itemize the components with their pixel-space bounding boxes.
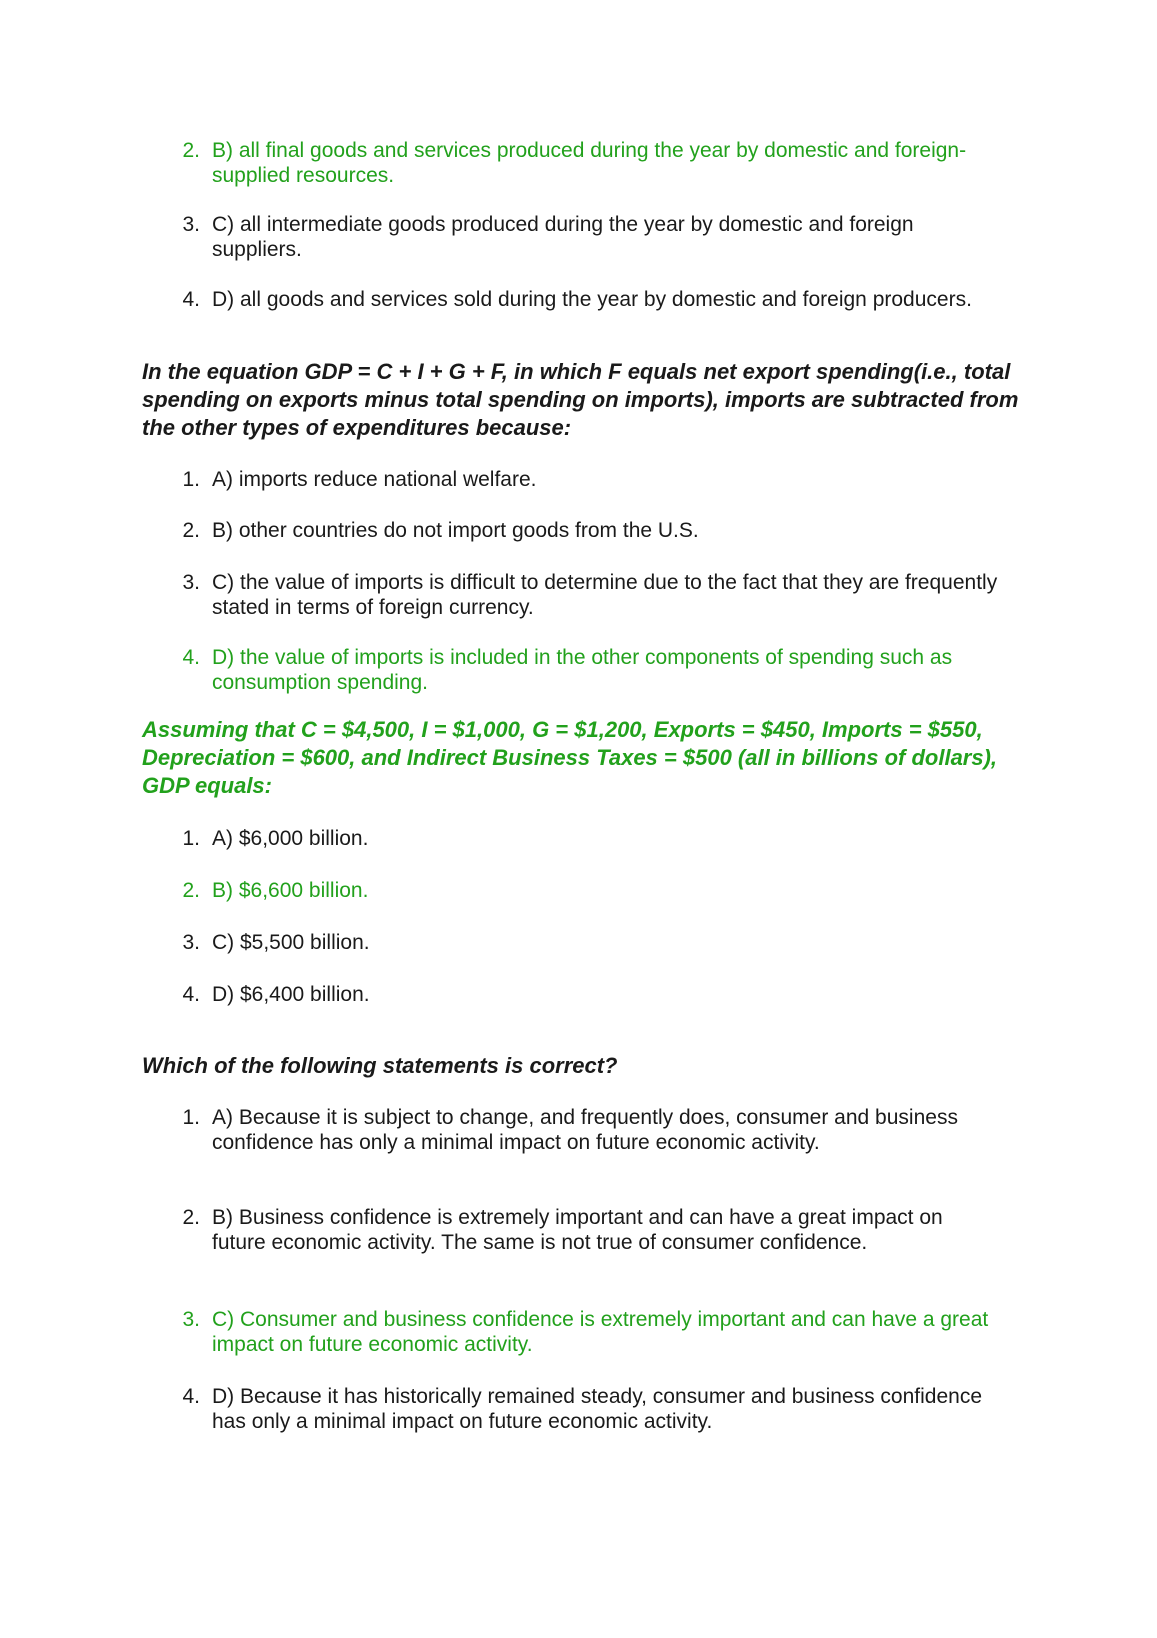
option-number: 1. (182, 1106, 200, 1129)
answer-option (170, 287, 1000, 312)
answer-option (170, 1105, 1000, 1155)
option-number: 2. (182, 879, 200, 902)
option-text: B) other countries do not import goods from the U.S. (212, 519, 699, 542)
answer-option (170, 1205, 1000, 1255)
answer-option (170, 467, 1000, 492)
option-number: 2. (182, 139, 200, 162)
answer-option-correct (170, 645, 1000, 695)
option-number: 2. (182, 1206, 200, 1229)
option-text: C) the value of imports is difficult to determine due to the fact that they are frequently stated in terms of foreign currency. (212, 571, 998, 619)
option-text: D) all goods and services sold during the year by domestic and foreign producers. (212, 288, 972, 311)
option-number: 3. (182, 931, 200, 954)
question-confidence: Which of the following statements is correct? (142, 1053, 618, 1078)
answer-option (170, 570, 1000, 620)
option-number: 4. (182, 983, 200, 1006)
question-net-exports: In the equation GDP = C + I + G + F, in which F equals net export spending(i.e., total spending on exports minus total spending on imports), imports are subtracted from the other types of expenditures because: (142, 359, 1019, 440)
option-text: B) Business confidence is extremely important and can have a great impact on future economic activity. The same is not true of consumer confidence. (212, 1206, 943, 1254)
option-number: 4. (182, 1385, 200, 1408)
option-text: D) Because it has historically remained steady, consumer and business confidence has only a minimal impact on future economic activity. (212, 1385, 983, 1433)
option-number: 3. (182, 571, 200, 594)
answer-option (170, 212, 1000, 262)
question-gdp-calculation: Assuming that C = $4,500, I = $1,000, G = $1,200, Exports = $450, Imports = $550, Depreciation = $600, and Indirect Business Taxes = $500 (all in billions of dollars), GDP equals: (142, 717, 998, 798)
answer-option-correct (170, 878, 1000, 903)
answer-option-correct (170, 138, 1000, 188)
answer-option-correct (170, 1307, 1000, 1357)
answer-option (170, 982, 1000, 1007)
option-text: C) Consumer and business confidence is extremely important and can have a great impact on future economic activity. (212, 1308, 989, 1356)
option-text: A) Because it is subject to change, and frequently does, consumer and business confidence has only a minimal impact on future economic activity. (212, 1106, 958, 1154)
option-number: 4. (182, 646, 200, 669)
option-text: D) $6,400 billion. (212, 983, 370, 1006)
option-text: C) all intermediate goods produced during the year by domestic and foreign suppliers. (212, 213, 914, 261)
option-text: C) $5,500 billion. (212, 931, 370, 954)
answer-option (170, 930, 1000, 955)
option-number: 2. (182, 519, 200, 542)
option-text: A) $6,000 billion. (212, 827, 369, 850)
option-number: 4. (182, 288, 200, 311)
option-number: 1. (182, 468, 200, 491)
option-text: D) the value of imports is included in the other components of spending such as consumption spending. (212, 646, 953, 694)
answer-option (170, 826, 1000, 851)
answer-option (170, 518, 1000, 543)
option-number: 1. (182, 827, 200, 850)
option-text: B) all final goods and services produced during the year by domestic and foreign-supplied resources. (212, 139, 967, 187)
option-text: A) imports reduce national welfare. (212, 468, 537, 491)
option-number: 3. (182, 213, 200, 236)
answer-option (170, 1384, 1000, 1434)
option-text: B) $6,600 billion. (212, 879, 369, 902)
option-number: 3. (182, 1308, 200, 1331)
